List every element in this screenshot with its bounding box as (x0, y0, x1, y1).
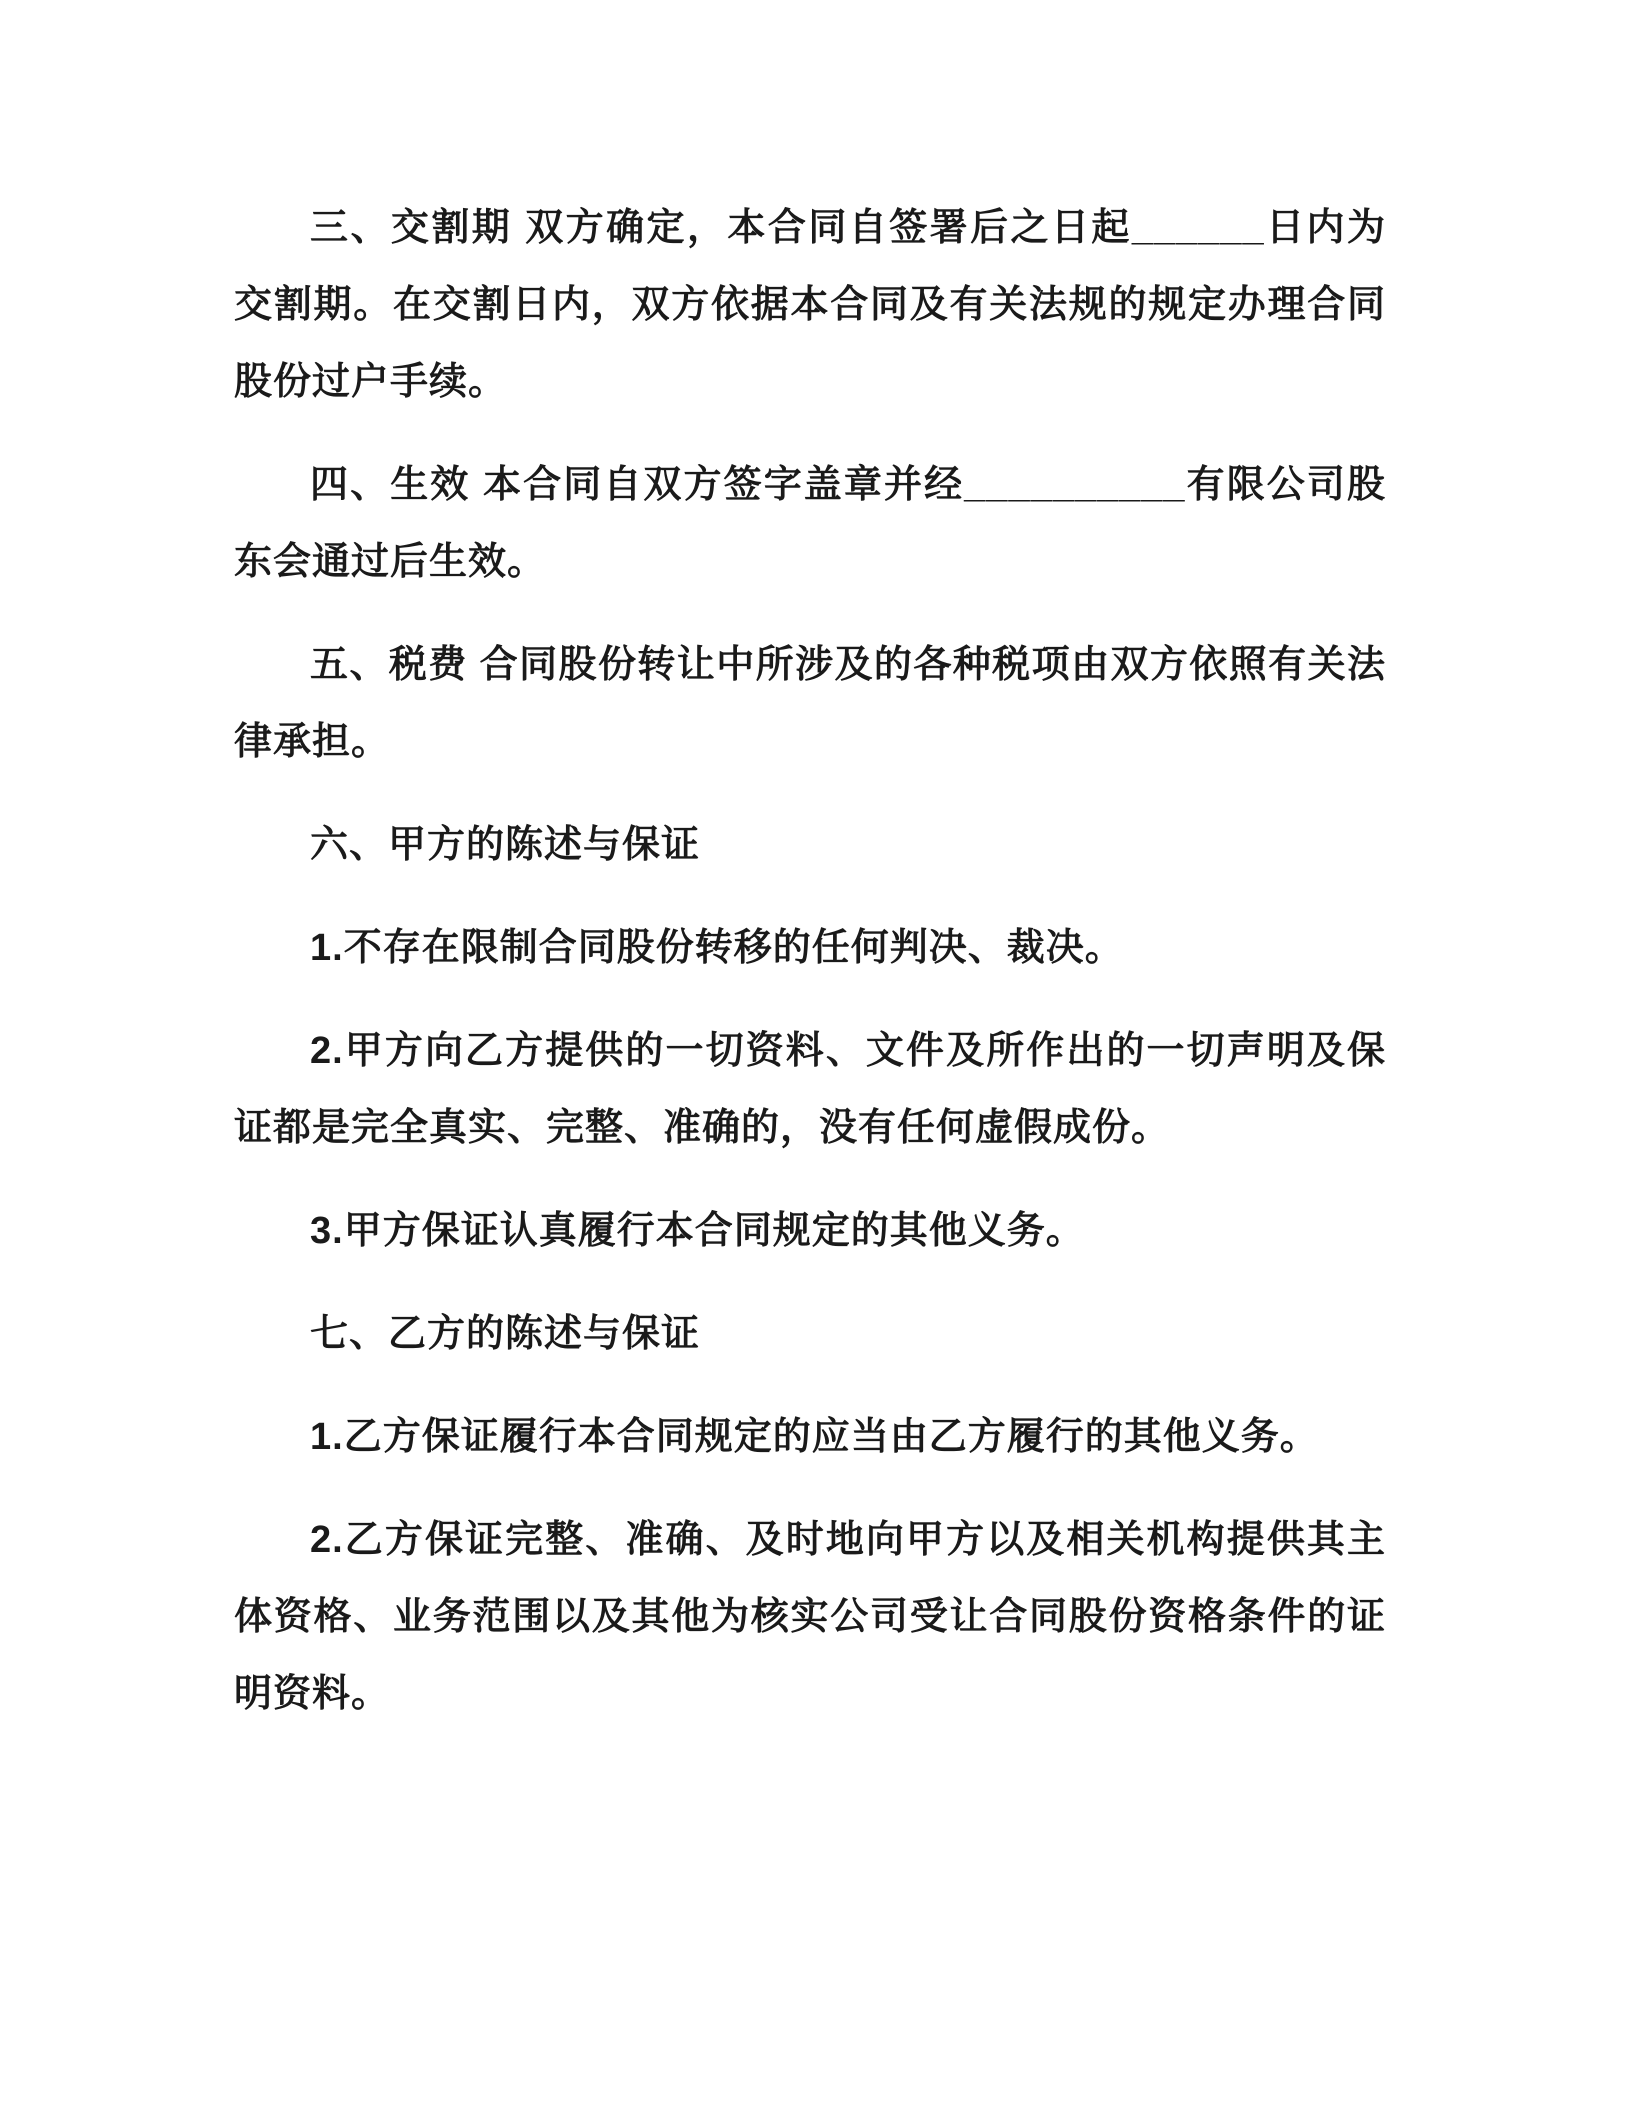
document-body (234, 190, 1386, 1759)
paragraph-clause-delivery-period: 三、交割期 双方确定，本合同自签署后之日起______日内为交割期。在交割日内，双方依据本合同及有关法规的规定办理合同股份过户手续。 (234, 207, 1386, 403)
paragraph-heading-party-b-representations: 七、乙方的陈述与保证 (310, 1313, 701, 1355)
paragraph-party-a-item-1: 1.不存在限制合同股份转移的任何判决、裁决。 (310, 927, 1124, 969)
paragraph-clause-taxes: 五、税费 合同股份转让中所涉及的各种税项由双方依照有关法律承担。 (234, 644, 1386, 763)
paragraph-heading-party-a-representations: 六、甲方的陈述与保证 (310, 824, 701, 866)
paragraph-party-a-item-2: 2.甲方向乙方提供的一切资料、文件及所作出的一切声明及保证都是完全真实、完整、准确的，没有任何虚假成份。 (234, 1030, 1386, 1149)
paragraph-party-b-item-2: 2.乙方保证完整、准确、及时地向甲方以及相关机构提供其主体资格、业务范围以及其他为核实公司受让合同股份资格条件的证明资料。 (234, 1519, 1386, 1715)
paragraph-clause-effectiveness: 四、生效 本合同自双方签字盖章并经__________有限公司股东会通过后生效。 (234, 464, 1386, 583)
paragraph-party-b-item-1: 1.乙方保证履行本合同规定的应当由乙方履行的其他义务。 (310, 1416, 1319, 1458)
paragraph-party-a-item-3: 3.甲方保证认真履行本合同规定的其他义务。 (310, 1210, 1085, 1252)
